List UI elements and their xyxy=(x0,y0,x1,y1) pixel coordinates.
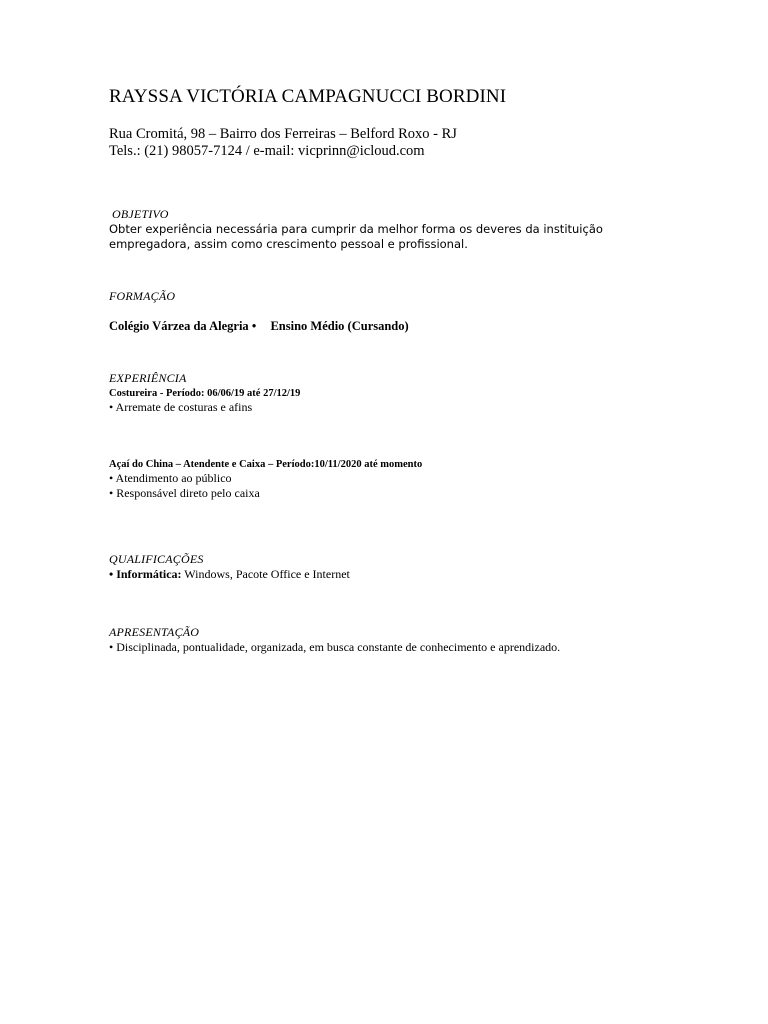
formacao-heading: FORMAÇÃO xyxy=(109,289,176,303)
objetivo-text-line-1: Obter experiência necessária para cumprir da melhor forma os deveres da instituição xyxy=(109,222,603,236)
qualificacoes-heading: QUALIFICAÇÕES xyxy=(109,552,204,566)
candidate-name: RAYSSA VICTÓRIA CAMPAGNUCCI BORDINI xyxy=(109,86,507,107)
formacao-bullet: • xyxy=(251,319,257,333)
apresentacao-heading: APRESENTAÇÃO xyxy=(109,625,200,639)
objetivo-text-line-2: empregadora, assim como crescimento pessoal e profissional. xyxy=(109,237,468,251)
qualificacao-label: • Informática: xyxy=(109,567,182,581)
experiencia-heading: EXPERIÊNCIA xyxy=(109,371,187,385)
job-item: • Arremate de costuras e afins xyxy=(109,400,253,414)
objetivo-heading: OBJETIVO xyxy=(112,207,169,221)
job-title: Costureira - Período: 06/06/19 até 27/12/19 xyxy=(109,388,301,399)
formacao-level: Ensino Médio (Cursando) xyxy=(270,319,409,333)
qualificacao-value: Windows, Pacote Office e Internet xyxy=(181,567,350,581)
job-item: • Responsável direto pelo caixa xyxy=(109,486,260,500)
contact-line: Tels.: (21) 98057-7124 / e-mail: vicprinn@icloud.com xyxy=(109,143,425,159)
job-item: • Atendimento ao público xyxy=(109,471,232,485)
job-title: Açaí do China – Atendente e Caixa – Período:10/11/2020 até momento xyxy=(109,459,423,470)
formacao-school: Colégio Várzea da Alegria xyxy=(109,319,249,333)
formacao-entry xyxy=(109,319,409,334)
apresentacao-text: • Disciplinada, pontualidade, organizada, em busca constante de conhecimento e aprendizado. xyxy=(109,640,561,654)
address-line: Rua Cromitá, 98 – Bairro dos Ferreiras – Belford Roxo - RJ xyxy=(109,126,457,142)
qualificacao-item xyxy=(109,567,350,582)
